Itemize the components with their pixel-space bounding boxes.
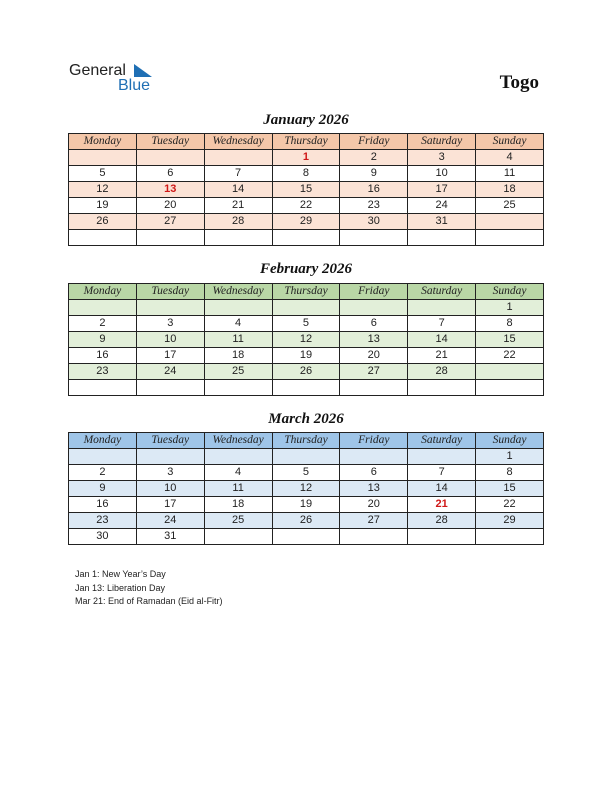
month-calendar-table bbox=[68, 432, 544, 545]
empty-day-cell bbox=[408, 380, 476, 396]
weekday-header: Wednesday bbox=[204, 433, 272, 449]
empty-day-cell bbox=[340, 300, 408, 316]
week-row bbox=[69, 449, 544, 465]
week-row bbox=[69, 332, 544, 348]
day-cell: 26 bbox=[272, 513, 340, 529]
day-cell: 20 bbox=[340, 497, 408, 513]
week-row bbox=[69, 198, 544, 214]
empty-day-cell bbox=[408, 449, 476, 465]
empty-day-cell bbox=[136, 449, 204, 465]
empty-day-cell bbox=[272, 230, 340, 246]
generalblue-logo bbox=[69, 62, 169, 96]
weekday-header: Saturday bbox=[408, 284, 476, 300]
logo-triangle-icon bbox=[134, 64, 152, 78]
day-cell: 10 bbox=[408, 166, 476, 182]
week-row bbox=[69, 497, 544, 513]
day-cell: 24 bbox=[408, 198, 476, 214]
weekday-header: Tuesday bbox=[136, 134, 204, 150]
day-cell: 5 bbox=[69, 166, 137, 182]
day-cell: 5 bbox=[272, 465, 340, 481]
day-cell: 15 bbox=[476, 332, 544, 348]
day-cell: 24 bbox=[136, 364, 204, 380]
day-cell: 31 bbox=[136, 529, 204, 545]
day-cell: 11 bbox=[204, 481, 272, 497]
weekday-header-row bbox=[69, 433, 544, 449]
weekday-header-row bbox=[69, 284, 544, 300]
day-cell: 28 bbox=[408, 364, 476, 380]
day-cell: 31 bbox=[408, 214, 476, 230]
weekday-header: Sunday bbox=[476, 433, 544, 449]
empty-day-cell bbox=[69, 230, 137, 246]
empty-day-cell bbox=[136, 150, 204, 166]
weekday-header: Monday bbox=[69, 433, 137, 449]
day-cell: 22 bbox=[272, 198, 340, 214]
day-cell: 27 bbox=[136, 214, 204, 230]
day-cell: 18 bbox=[476, 182, 544, 198]
day-cell: 2 bbox=[340, 150, 408, 166]
day-cell: 21 bbox=[204, 198, 272, 214]
empty-day-cell bbox=[272, 449, 340, 465]
week-row bbox=[69, 300, 544, 316]
empty-day-cell bbox=[272, 300, 340, 316]
day-cell: 1 bbox=[476, 300, 544, 316]
weekday-header: Tuesday bbox=[136, 284, 204, 300]
day-cell: 2 bbox=[69, 465, 137, 481]
day-cell: 16 bbox=[69, 348, 137, 364]
day-cell: 8 bbox=[476, 465, 544, 481]
empty-day-cell bbox=[69, 449, 137, 465]
day-cell: 29 bbox=[272, 214, 340, 230]
week-row bbox=[69, 380, 544, 396]
week-row bbox=[69, 182, 544, 198]
country-name: Togo bbox=[499, 72, 539, 93]
week-row bbox=[69, 150, 544, 166]
day-cell: 7 bbox=[204, 166, 272, 182]
day-cell: 17 bbox=[136, 348, 204, 364]
day-cell: 9 bbox=[69, 481, 137, 497]
month-title: January 2026 bbox=[263, 112, 349, 128]
day-cell: 6 bbox=[340, 465, 408, 481]
day-cell: 21 bbox=[408, 348, 476, 364]
empty-day-cell bbox=[69, 150, 137, 166]
day-cell: 10 bbox=[136, 332, 204, 348]
day-cell: 14 bbox=[204, 182, 272, 198]
logo-text-general: General bbox=[69, 62, 126, 79]
empty-day-cell bbox=[340, 529, 408, 545]
day-cell: 1 bbox=[272, 150, 340, 166]
day-cell: 12 bbox=[272, 332, 340, 348]
weekday-header: Thursday bbox=[272, 134, 340, 150]
day-cell: 10 bbox=[136, 481, 204, 497]
weekday-header: Saturday bbox=[408, 134, 476, 150]
empty-day-cell bbox=[204, 529, 272, 545]
day-cell: 15 bbox=[272, 182, 340, 198]
empty-day-cell bbox=[204, 300, 272, 316]
day-cell: 6 bbox=[340, 316, 408, 332]
day-cell: 6 bbox=[136, 166, 204, 182]
holiday-list-item: Mar 21: End of Ramadan (Eid al-Fitr) bbox=[75, 596, 223, 606]
day-cell: 8 bbox=[272, 166, 340, 182]
empty-day-cell bbox=[476, 230, 544, 246]
week-row bbox=[69, 316, 544, 332]
day-cell: 20 bbox=[136, 198, 204, 214]
day-cell: 4 bbox=[204, 465, 272, 481]
weekday-header: Sunday bbox=[476, 284, 544, 300]
day-cell: 28 bbox=[204, 214, 272, 230]
empty-day-cell bbox=[408, 230, 476, 246]
day-cell: 23 bbox=[69, 513, 137, 529]
empty-day-cell bbox=[476, 529, 544, 545]
holiday-list-item: Jan 13: Liberation Day bbox=[75, 582, 166, 593]
day-cell: 11 bbox=[476, 166, 544, 182]
day-cell: 5 bbox=[272, 316, 340, 332]
empty-day-cell bbox=[476, 214, 544, 230]
week-row bbox=[69, 348, 544, 364]
day-cell: 30 bbox=[340, 214, 408, 230]
empty-day-cell bbox=[340, 449, 408, 465]
day-cell: 14 bbox=[408, 332, 476, 348]
day-cell: 4 bbox=[476, 150, 544, 166]
day-cell: 3 bbox=[408, 150, 476, 166]
week-row bbox=[69, 513, 544, 529]
weekday-header: Friday bbox=[340, 284, 408, 300]
week-row bbox=[69, 529, 544, 545]
empty-day-cell bbox=[136, 380, 204, 396]
day-cell: 27 bbox=[340, 513, 408, 529]
weekday-header: Thursday bbox=[272, 433, 340, 449]
empty-day-cell bbox=[408, 300, 476, 316]
day-cell: 2 bbox=[69, 316, 137, 332]
day-cell: 19 bbox=[272, 497, 340, 513]
empty-day-cell bbox=[340, 230, 408, 246]
empty-day-cell bbox=[204, 230, 272, 246]
empty-day-cell bbox=[204, 150, 272, 166]
empty-day-cell bbox=[272, 529, 340, 545]
month-title: February 2026 bbox=[259, 261, 353, 277]
weekday-header: Wednesday bbox=[204, 134, 272, 150]
day-cell: 18 bbox=[204, 348, 272, 364]
day-cell: 9 bbox=[340, 166, 408, 182]
weekday-header: Monday bbox=[69, 284, 137, 300]
day-cell: 14 bbox=[408, 481, 476, 497]
day-cell: 15 bbox=[476, 481, 544, 497]
day-cell: 26 bbox=[69, 214, 137, 230]
day-cell: 17 bbox=[136, 497, 204, 513]
week-row bbox=[69, 364, 544, 380]
day-cell: 9 bbox=[69, 332, 137, 348]
weekday-header: Thursday bbox=[272, 284, 340, 300]
day-cell: 25 bbox=[204, 364, 272, 380]
day-cell: 25 bbox=[476, 198, 544, 214]
day-cell: 19 bbox=[272, 348, 340, 364]
day-cell: 17 bbox=[408, 182, 476, 198]
week-row bbox=[69, 465, 544, 481]
week-row bbox=[69, 230, 544, 246]
day-cell: 24 bbox=[136, 513, 204, 529]
day-cell: 12 bbox=[69, 182, 137, 198]
day-cell: 20 bbox=[340, 348, 408, 364]
empty-day-cell bbox=[476, 380, 544, 396]
weekday-header: Saturday bbox=[408, 433, 476, 449]
day-cell: 25 bbox=[204, 513, 272, 529]
month-calendar-table bbox=[68, 133, 544, 246]
week-row bbox=[69, 214, 544, 230]
weekday-header: Friday bbox=[340, 433, 408, 449]
day-cell: 16 bbox=[340, 182, 408, 198]
weekday-header: Tuesday bbox=[136, 433, 204, 449]
day-cell: 3 bbox=[136, 465, 204, 481]
empty-day-cell bbox=[69, 300, 137, 316]
month-title: March 2026 bbox=[268, 411, 344, 427]
empty-day-cell bbox=[272, 380, 340, 396]
empty-day-cell bbox=[69, 380, 137, 396]
logo-text-blue: Blue bbox=[118, 77, 151, 94]
month-calendar-table bbox=[68, 283, 544, 396]
day-cell: 22 bbox=[476, 497, 544, 513]
day-cell: 4 bbox=[204, 316, 272, 332]
empty-day-cell bbox=[136, 300, 204, 316]
day-cell: 11 bbox=[204, 332, 272, 348]
day-cell: 3 bbox=[136, 316, 204, 332]
empty-day-cell bbox=[340, 380, 408, 396]
day-cell: 16 bbox=[69, 497, 137, 513]
day-cell: 26 bbox=[272, 364, 340, 380]
empty-day-cell bbox=[204, 449, 272, 465]
weekday-header-row bbox=[69, 134, 544, 150]
day-cell: 13 bbox=[340, 332, 408, 348]
day-cell: 30 bbox=[69, 529, 137, 545]
weekday-header: Wednesday bbox=[204, 284, 272, 300]
day-cell: 12 bbox=[272, 481, 340, 497]
day-cell: 18 bbox=[204, 497, 272, 513]
day-cell: 8 bbox=[476, 316, 544, 332]
day-cell: 7 bbox=[408, 465, 476, 481]
weekday-header: Sunday bbox=[476, 134, 544, 150]
day-cell: 23 bbox=[340, 198, 408, 214]
empty-day-cell bbox=[136, 230, 204, 246]
day-cell: 28 bbox=[408, 513, 476, 529]
week-row bbox=[69, 481, 544, 497]
day-cell: 1 bbox=[476, 449, 544, 465]
day-cell: 13 bbox=[340, 481, 408, 497]
day-cell: 13 bbox=[136, 182, 204, 198]
empty-day-cell bbox=[476, 364, 544, 380]
day-cell: 19 bbox=[69, 198, 137, 214]
weekday-header: Friday bbox=[340, 134, 408, 150]
day-cell: 23 bbox=[69, 364, 137, 380]
holiday-list bbox=[75, 568, 223, 609]
day-cell: 7 bbox=[408, 316, 476, 332]
day-cell: 29 bbox=[476, 513, 544, 529]
empty-day-cell bbox=[204, 380, 272, 396]
weekday-header: Monday bbox=[69, 134, 137, 150]
week-row bbox=[69, 166, 544, 182]
holiday-list-item: Jan 1: New Year’s Day bbox=[75, 569, 166, 579]
empty-day-cell bbox=[408, 529, 476, 545]
day-cell: 22 bbox=[476, 348, 544, 364]
day-cell: 27 bbox=[340, 364, 408, 380]
day-cell: 21 bbox=[408, 497, 476, 513]
